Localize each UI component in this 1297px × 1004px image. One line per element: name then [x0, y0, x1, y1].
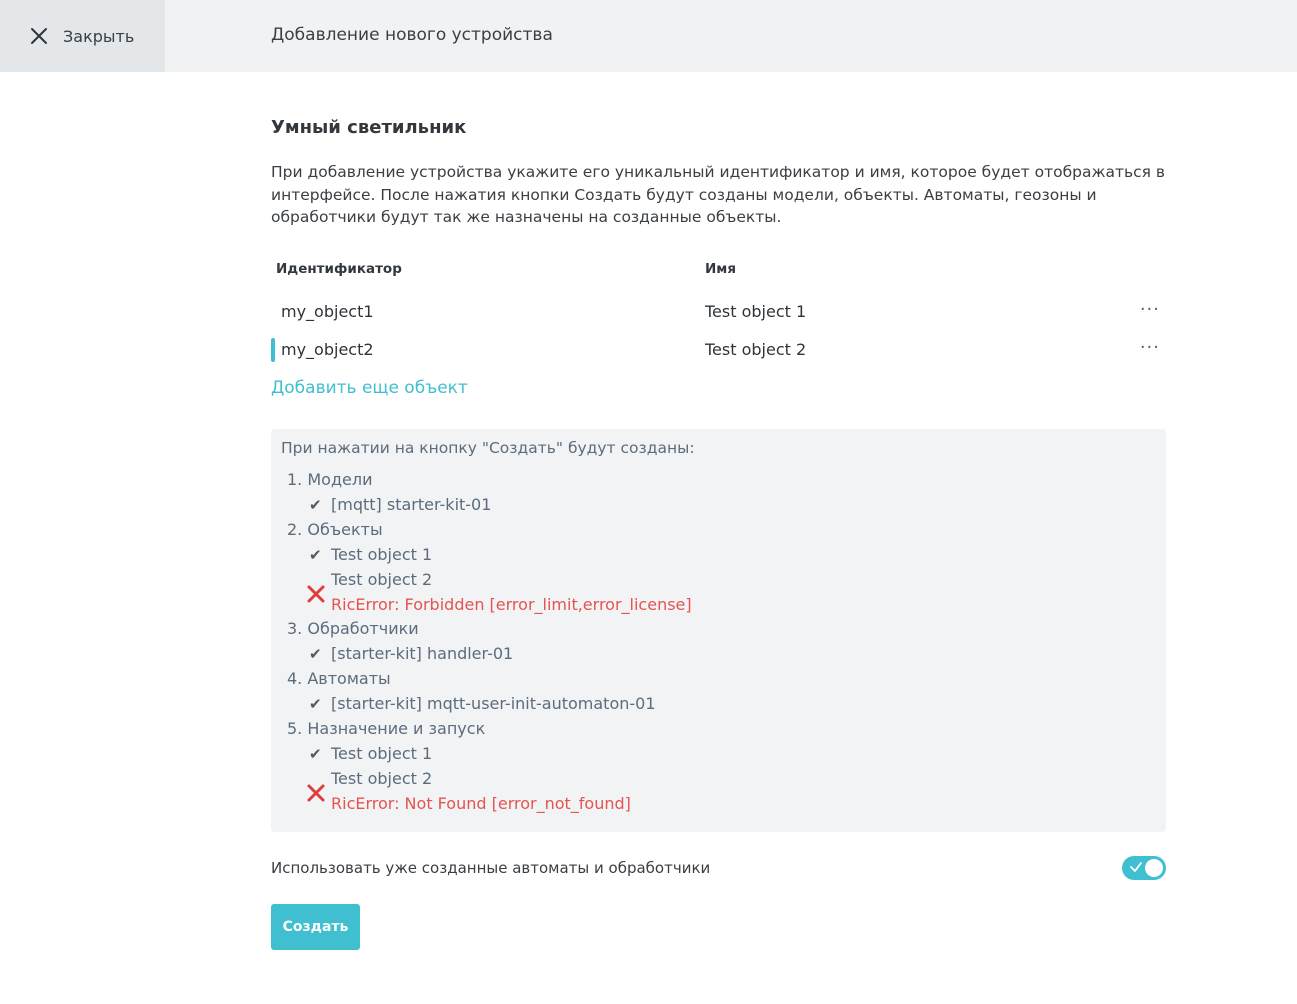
table-row[interactable] — [271, 298, 1166, 326]
object-id-field[interactable]: my_object2 — [281, 340, 374, 359]
column-header-name: Имя — [705, 261, 737, 277]
object-name-field[interactable]: Test object 2 — [705, 340, 807, 359]
column-header-id: Идентификатор — [276, 261, 402, 277]
summary-item: Test object 2 — [331, 570, 433, 589]
toggle-knob — [1145, 859, 1163, 877]
check-icon: ✔ — [309, 496, 322, 514]
creation-summary-panel — [271, 429, 1166, 832]
check-icon: ✔ — [309, 695, 322, 713]
summary-item: Test object 1 — [331, 545, 433, 564]
more-options-icon[interactable]: ··· — [1139, 337, 1160, 358]
active-row-marker — [271, 338, 275, 362]
summary-item: [mqtt] starter-kit-01 — [331, 495, 492, 514]
add-object-link[interactable]: Добавить еще объект — [271, 378, 468, 398]
object-name-field[interactable]: Test object 1 — [705, 302, 807, 321]
page-title: Добавление нового устройства — [271, 25, 553, 45]
check-icon: ✔ — [309, 745, 322, 763]
check-icon: ✔ — [309, 645, 322, 663]
device-title: Умный светильник — [271, 117, 467, 138]
close-icon — [30, 27, 48, 45]
summary-item: [starter-kit] handler-01 — [331, 644, 514, 663]
summary-step: 4. Автоматы — [287, 669, 391, 688]
summary-step: 3. Обработчики — [287, 619, 419, 638]
summary-error-message: RicError: Forbidden [error_limit,error_license] — [331, 595, 692, 614]
use-existing-toggle[interactable] — [1122, 856, 1166, 880]
table-row[interactable] — [271, 336, 1166, 364]
device-description: При добавление устройства укажите его уникальный идентификатор и имя, которое будет отображаться в интерфейсе. После нажатия кнопки Создать будут созданы модели, объекты. Автоматы, геозоны и обработчики будут так же назначены на созданные объекты. — [271, 163, 1166, 226]
object-id-field[interactable]: my_object1 — [281, 302, 374, 321]
summary-step: 5. Назначение и запуск — [287, 719, 486, 738]
error-cross-icon — [306, 783, 326, 803]
summary-error-message: RicError: Not Found [error_not_found] — [331, 794, 631, 813]
summary-step: 2. Объекты — [287, 520, 383, 539]
summary-item: Test object 2 — [331, 769, 433, 788]
summary-item: [starter-kit] mqtt-user-init-automaton-01 — [331, 694, 656, 713]
check-icon: ✔ — [309, 546, 322, 564]
error-cross-icon — [306, 584, 326, 604]
create-button[interactable]: Создать — [271, 904, 360, 950]
top-bar — [0, 0, 1297, 72]
summary-item: Test object 1 — [331, 744, 433, 763]
more-options-icon[interactable]: ··· — [1139, 299, 1160, 320]
close-button[interactable] — [0, 0, 165, 72]
summary-intro: При нажатии на кнопку "Создать" будут созданы: — [281, 439, 695, 457]
use-existing-label: Использовать уже созданные автоматы и обработчики — [271, 859, 711, 877]
close-label: Закрыть — [63, 26, 135, 46]
summary-step: 1. Модели — [287, 470, 373, 489]
check-icon — [1129, 860, 1143, 874]
